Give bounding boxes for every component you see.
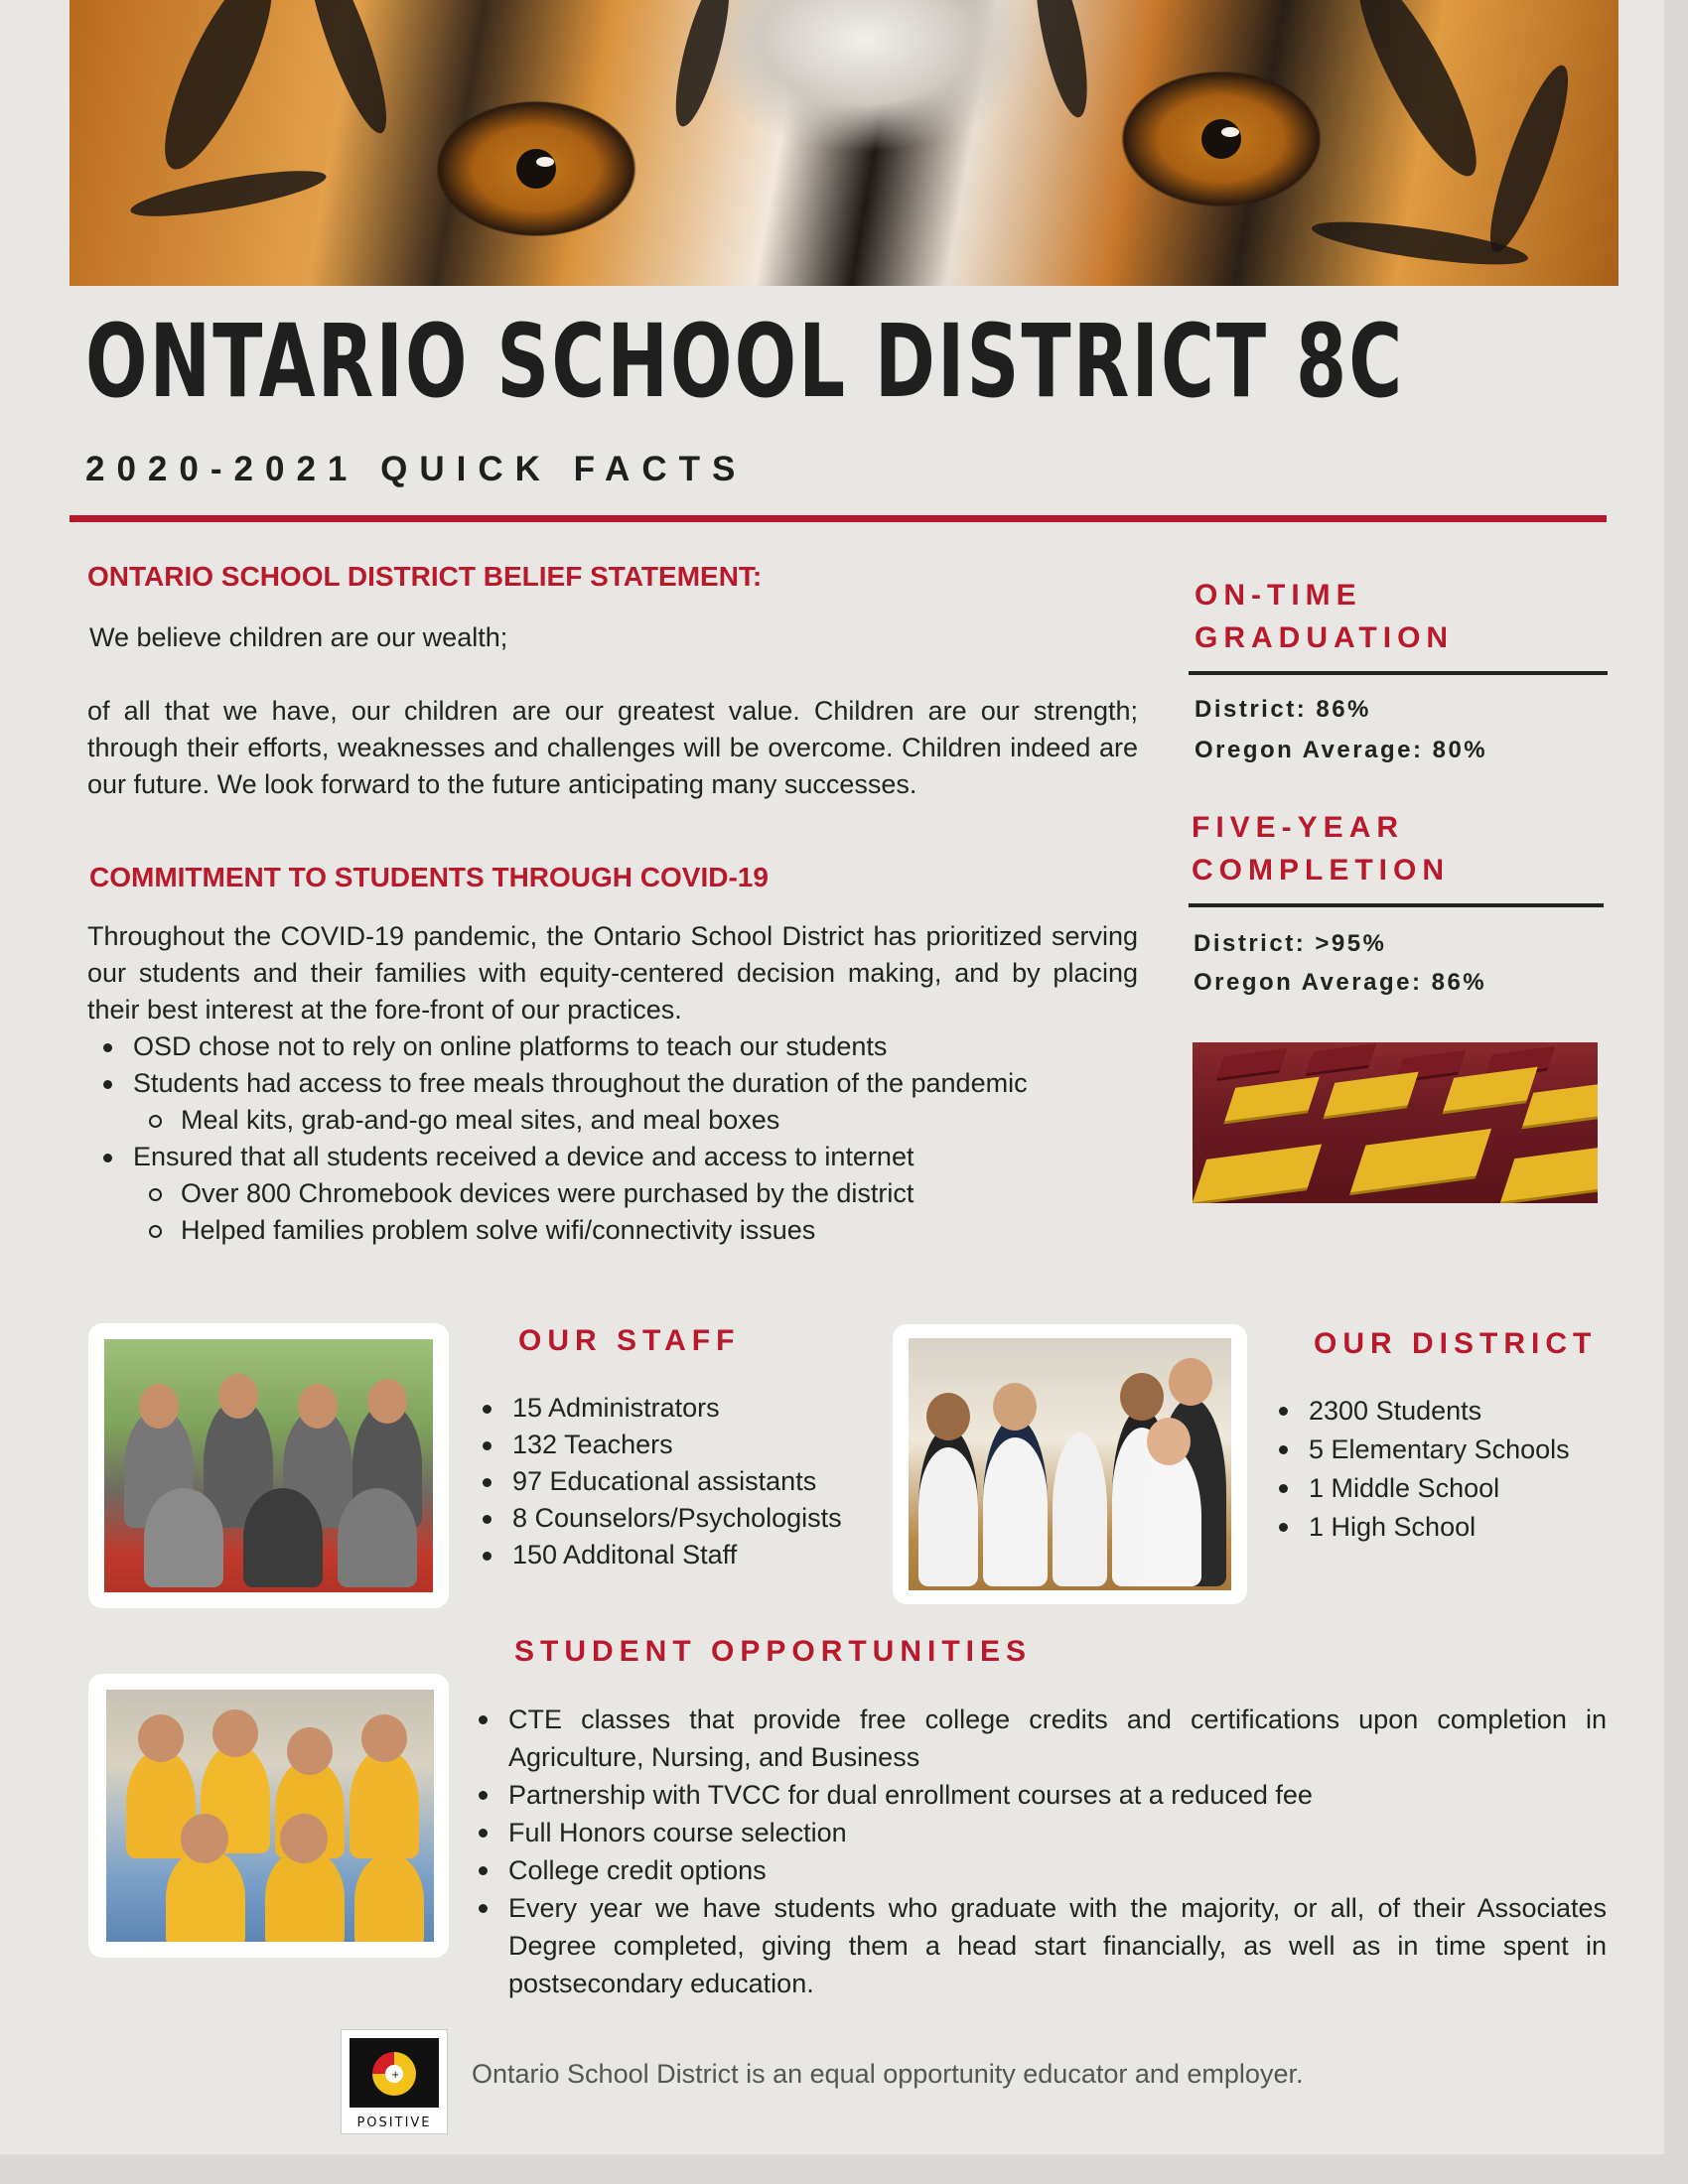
students-photo-card bbox=[88, 1674, 449, 1958]
list-item: Meal kits, grab-and-go meal sites, and meal boxes bbox=[87, 1102, 1140, 1139]
positive-logo-icon bbox=[342, 2030, 447, 2133]
graduation-divider bbox=[1189, 671, 1608, 675]
district-heading: OUR DISTRICT bbox=[1314, 1327, 1598, 1360]
covid-intro: Throughout the COVID-19 pandemic, the Ontario School District has prioritized serving our students and their families with equity-centered decision making, and by placing their best interest at the fore-front of our practices. bbox=[87, 921, 1138, 1024]
tiger-eyes-banner-image bbox=[70, 0, 1618, 286]
list-item: 2300 Students bbox=[1263, 1392, 1620, 1431]
opportunities-list bbox=[463, 1701, 1607, 2002]
graduation-district-value: District: 86% bbox=[1195, 696, 1371, 723]
staff-heading: OUR STAFF bbox=[518, 1324, 741, 1357]
svg-text:POSITIVE: POSITIVE bbox=[356, 2116, 432, 2130]
opportunities-heading: STUDENT OPPORTUNITIES bbox=[514, 1635, 1033, 1668]
list-item: Helped families problem solve wifi/connectivity issues bbox=[87, 1212, 1140, 1249]
list-item: 1 High School bbox=[1263, 1508, 1620, 1547]
staff-photo bbox=[104, 1339, 433, 1592]
covid-list bbox=[87, 1028, 1140, 1249]
list-item: Full Honors course selection bbox=[463, 1814, 1607, 1851]
belief-heading: ONTARIO SCHOOL DISTRICT BELIEF STATEMENT: bbox=[87, 561, 763, 592]
list-item: 97 Educational assistants bbox=[467, 1463, 904, 1500]
list-item: 8 Counselors/Psychologists bbox=[467, 1500, 904, 1537]
list-item: CTE classes that provide free college credits and certifications upon completion in Agriculture, Nursing, and Business bbox=[463, 1701, 1607, 1776]
list-item: 132 Teachers bbox=[467, 1427, 904, 1463]
page-title: ONTARIO SCHOOL DISTRICT 8C bbox=[85, 303, 1405, 421]
belief-paragraph: of all that we have, our children are our greatest value. Children are our strength; through their efforts, weaknesses and challenges will be overcome. Children indeed are our future. We look forward to the future anticipating many successes. bbox=[87, 696, 1138, 799]
graduation-heading: ON-TIME GRADUATION bbox=[1195, 579, 1455, 654]
students-photo bbox=[106, 1690, 434, 1942]
completion-district-value: District: >95% bbox=[1194, 930, 1387, 957]
completion-heading: FIVE-YEAR COMPLETION bbox=[1192, 811, 1450, 887]
list-item: Over 800 Chromebook devices were purchased by the district bbox=[87, 1175, 1140, 1212]
positive-logo bbox=[341, 2029, 448, 2134]
covid-heading: COMMITMENT TO STUDENTS THROUGH COVID-19 bbox=[89, 862, 769, 892]
list-item: 1 Middle School bbox=[1263, 1469, 1620, 1508]
list-item: Partnership with TVCC for dual enrollment courses at a reduced fee bbox=[463, 1776, 1607, 1814]
district-photo bbox=[909, 1338, 1231, 1590]
list-item: 15 Administrators bbox=[467, 1390, 904, 1427]
district-list bbox=[1263, 1392, 1620, 1547]
graduation-caps-photo bbox=[1193, 1042, 1598, 1203]
graduation-oregon-value: Oregon Average: 80% bbox=[1195, 737, 1488, 763]
list-item: 5 Elementary Schools bbox=[1263, 1431, 1620, 1469]
district-photo-card bbox=[893, 1324, 1247, 1604]
list-item: College credit options bbox=[463, 1851, 1607, 1889]
list-item: Ensured that all students received a device and access to internet bbox=[87, 1139, 1140, 1175]
list-item: 150 Additonal Staff bbox=[467, 1537, 904, 1573]
page-subtitle: 2020-2021 QUICK FACTS bbox=[85, 450, 748, 488]
belief-line: We believe children are our wealth; bbox=[89, 622, 508, 652]
completion-divider bbox=[1189, 903, 1604, 907]
list-item: Every year we have students who graduate with the majority, or all, of their Associates Degree completed, giving them a head start financially, as well as in time spent in postsecondary education. bbox=[463, 1889, 1607, 2002]
list-item: OSD chose not to rely on online platforms to teach our students bbox=[87, 1028, 1140, 1065]
staff-photo-card bbox=[88, 1323, 449, 1608]
svg-text:+: + bbox=[391, 2070, 400, 2081]
list-item: Students had access to free meals throughout the duration of the pandemic bbox=[87, 1065, 1140, 1102]
equal-opportunity-statement: Ontario School District is an equal opportunity educator and employer. bbox=[472, 2059, 1304, 2089]
staff-list bbox=[467, 1390, 904, 1573]
title-divider bbox=[70, 515, 1607, 522]
completion-oregon-value: Oregon Average: 86% bbox=[1194, 969, 1487, 996]
